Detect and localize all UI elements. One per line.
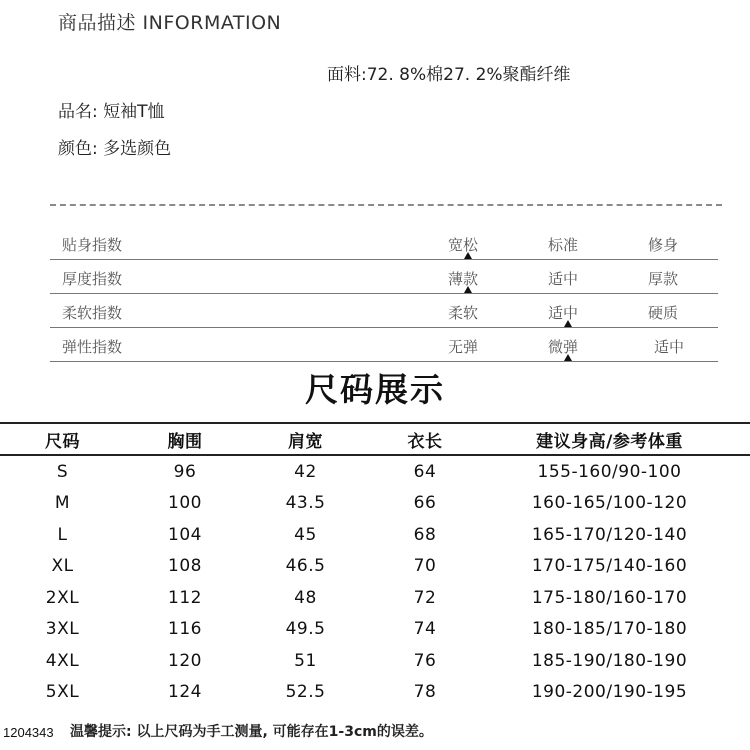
- header-size: 尺码: [45, 431, 80, 452]
- dashed-divider: [50, 204, 722, 206]
- cell-length: 76: [413, 650, 437, 671]
- cell-length: 72: [413, 587, 437, 608]
- table-row: [0, 614, 750, 646]
- index-option: 硬质: [648, 304, 679, 322]
- index-option: 厚款: [648, 270, 679, 288]
- selected-marker-icon: [564, 354, 572, 361]
- cell-size: XL: [51, 556, 74, 577]
- table-row: [0, 677, 750, 709]
- index-option: 薄款: [448, 270, 479, 288]
- cell-recommend: 165-170/120-140: [531, 524, 688, 545]
- cell-recommend: 190-200/190-195: [531, 682, 688, 703]
- cell-shoulder: 45: [294, 524, 317, 545]
- index-option: 适中: [548, 270, 579, 288]
- cell-shoulder: 46.5: [285, 556, 326, 577]
- cell-length: 66: [413, 493, 437, 514]
- index-label: 柔软指数: [62, 304, 123, 322]
- size-table-body: [0, 456, 750, 708]
- size-table-header: [0, 422, 750, 456]
- cell-recommend: 155-160/90-100: [537, 461, 682, 482]
- cell-recommend: 180-185/170-180: [531, 619, 688, 640]
- cell-size: M: [54, 493, 71, 514]
- cell-chest: 112: [168, 587, 202, 608]
- cell-length: 68: [413, 524, 437, 545]
- cell-shoulder: 51: [294, 650, 317, 671]
- cell-length: 74: [413, 619, 437, 640]
- index-row: [50, 226, 718, 260]
- index-option: 适中: [548, 304, 579, 322]
- cell-chest: 100: [168, 493, 202, 514]
- fabric-info: 面料:72. 8%棉27. 2%聚酯纤维: [327, 65, 571, 85]
- index-option: 标准: [548, 236, 579, 254]
- cell-length: 70: [413, 556, 437, 577]
- selected-marker-icon: [464, 286, 472, 293]
- cell-size: 2XL: [45, 587, 80, 608]
- selected-marker-icon: [464, 252, 472, 259]
- selected-marker-icon: [564, 320, 572, 327]
- index-option: 微弹: [548, 338, 579, 356]
- cell-shoulder: 42: [294, 461, 317, 482]
- cell-size: S: [56, 461, 69, 482]
- cell-size: 5XL: [45, 682, 80, 703]
- cell-size: L: [57, 524, 68, 545]
- index-option: 宽松: [448, 236, 479, 254]
- cell-chest: 124: [168, 682, 202, 703]
- index-label: 贴身指数: [62, 236, 123, 254]
- section-title: 商品描述 INFORMATION: [58, 12, 282, 34]
- product-id: 1204343: [3, 725, 54, 740]
- index-option: 无弹: [448, 338, 479, 356]
- cell-size: 3XL: [45, 619, 80, 640]
- cell-shoulder: 52.5: [285, 682, 326, 703]
- index-row: [50, 260, 718, 294]
- index-row: [50, 294, 718, 328]
- size-section-title: 尺码展示: [305, 370, 445, 409]
- table-row: [0, 582, 750, 614]
- size-table: [0, 422, 750, 708]
- cell-chest: 104: [168, 524, 202, 545]
- index-label: 厚度指数: [62, 270, 123, 288]
- cell-chest: 108: [168, 556, 202, 577]
- table-row: [0, 645, 750, 677]
- cell-recommend: 175-180/160-170: [531, 587, 688, 608]
- cell-recommend: 170-175/140-160: [531, 556, 688, 577]
- header-length: 衣长: [407, 431, 443, 452]
- product-name: 品名: 短袖T恤: [58, 102, 165, 122]
- cell-chest: 120: [168, 650, 202, 671]
- index-option: 修身: [648, 236, 679, 254]
- table-row: [0, 519, 750, 551]
- header-shoulder: 肩宽: [288, 431, 323, 452]
- cell-chest: 116: [168, 619, 202, 640]
- cell-chest: 96: [173, 461, 197, 482]
- cell-shoulder: 48: [294, 587, 317, 608]
- index-option: 柔软: [448, 304, 479, 322]
- index-option: 适中: [654, 338, 685, 356]
- index-label: 弹性指数: [62, 338, 123, 356]
- product-color: 颜色: 多选颜色: [58, 139, 172, 159]
- index-row: [50, 328, 718, 362]
- cell-length: 64: [413, 461, 437, 482]
- measurement-note: 温馨提示: 以上尺码为手工测量, 可能存在1-3cm的误差。: [70, 724, 433, 740]
- cell-shoulder: 49.5: [285, 619, 326, 640]
- table-row: [0, 456, 750, 488]
- cell-recommend: 185-190/180-190: [531, 650, 688, 671]
- cell-recommend: 160-165/100-120: [531, 493, 688, 514]
- header-chest: 胸围: [167, 431, 203, 452]
- table-row: [0, 551, 750, 583]
- cell-length: 78: [413, 682, 437, 703]
- header-recommend: 建议身高/参考体重: [536, 431, 683, 452]
- cell-shoulder: 43.5: [285, 493, 326, 514]
- table-row: [0, 488, 750, 520]
- cell-size: 4XL: [45, 650, 80, 671]
